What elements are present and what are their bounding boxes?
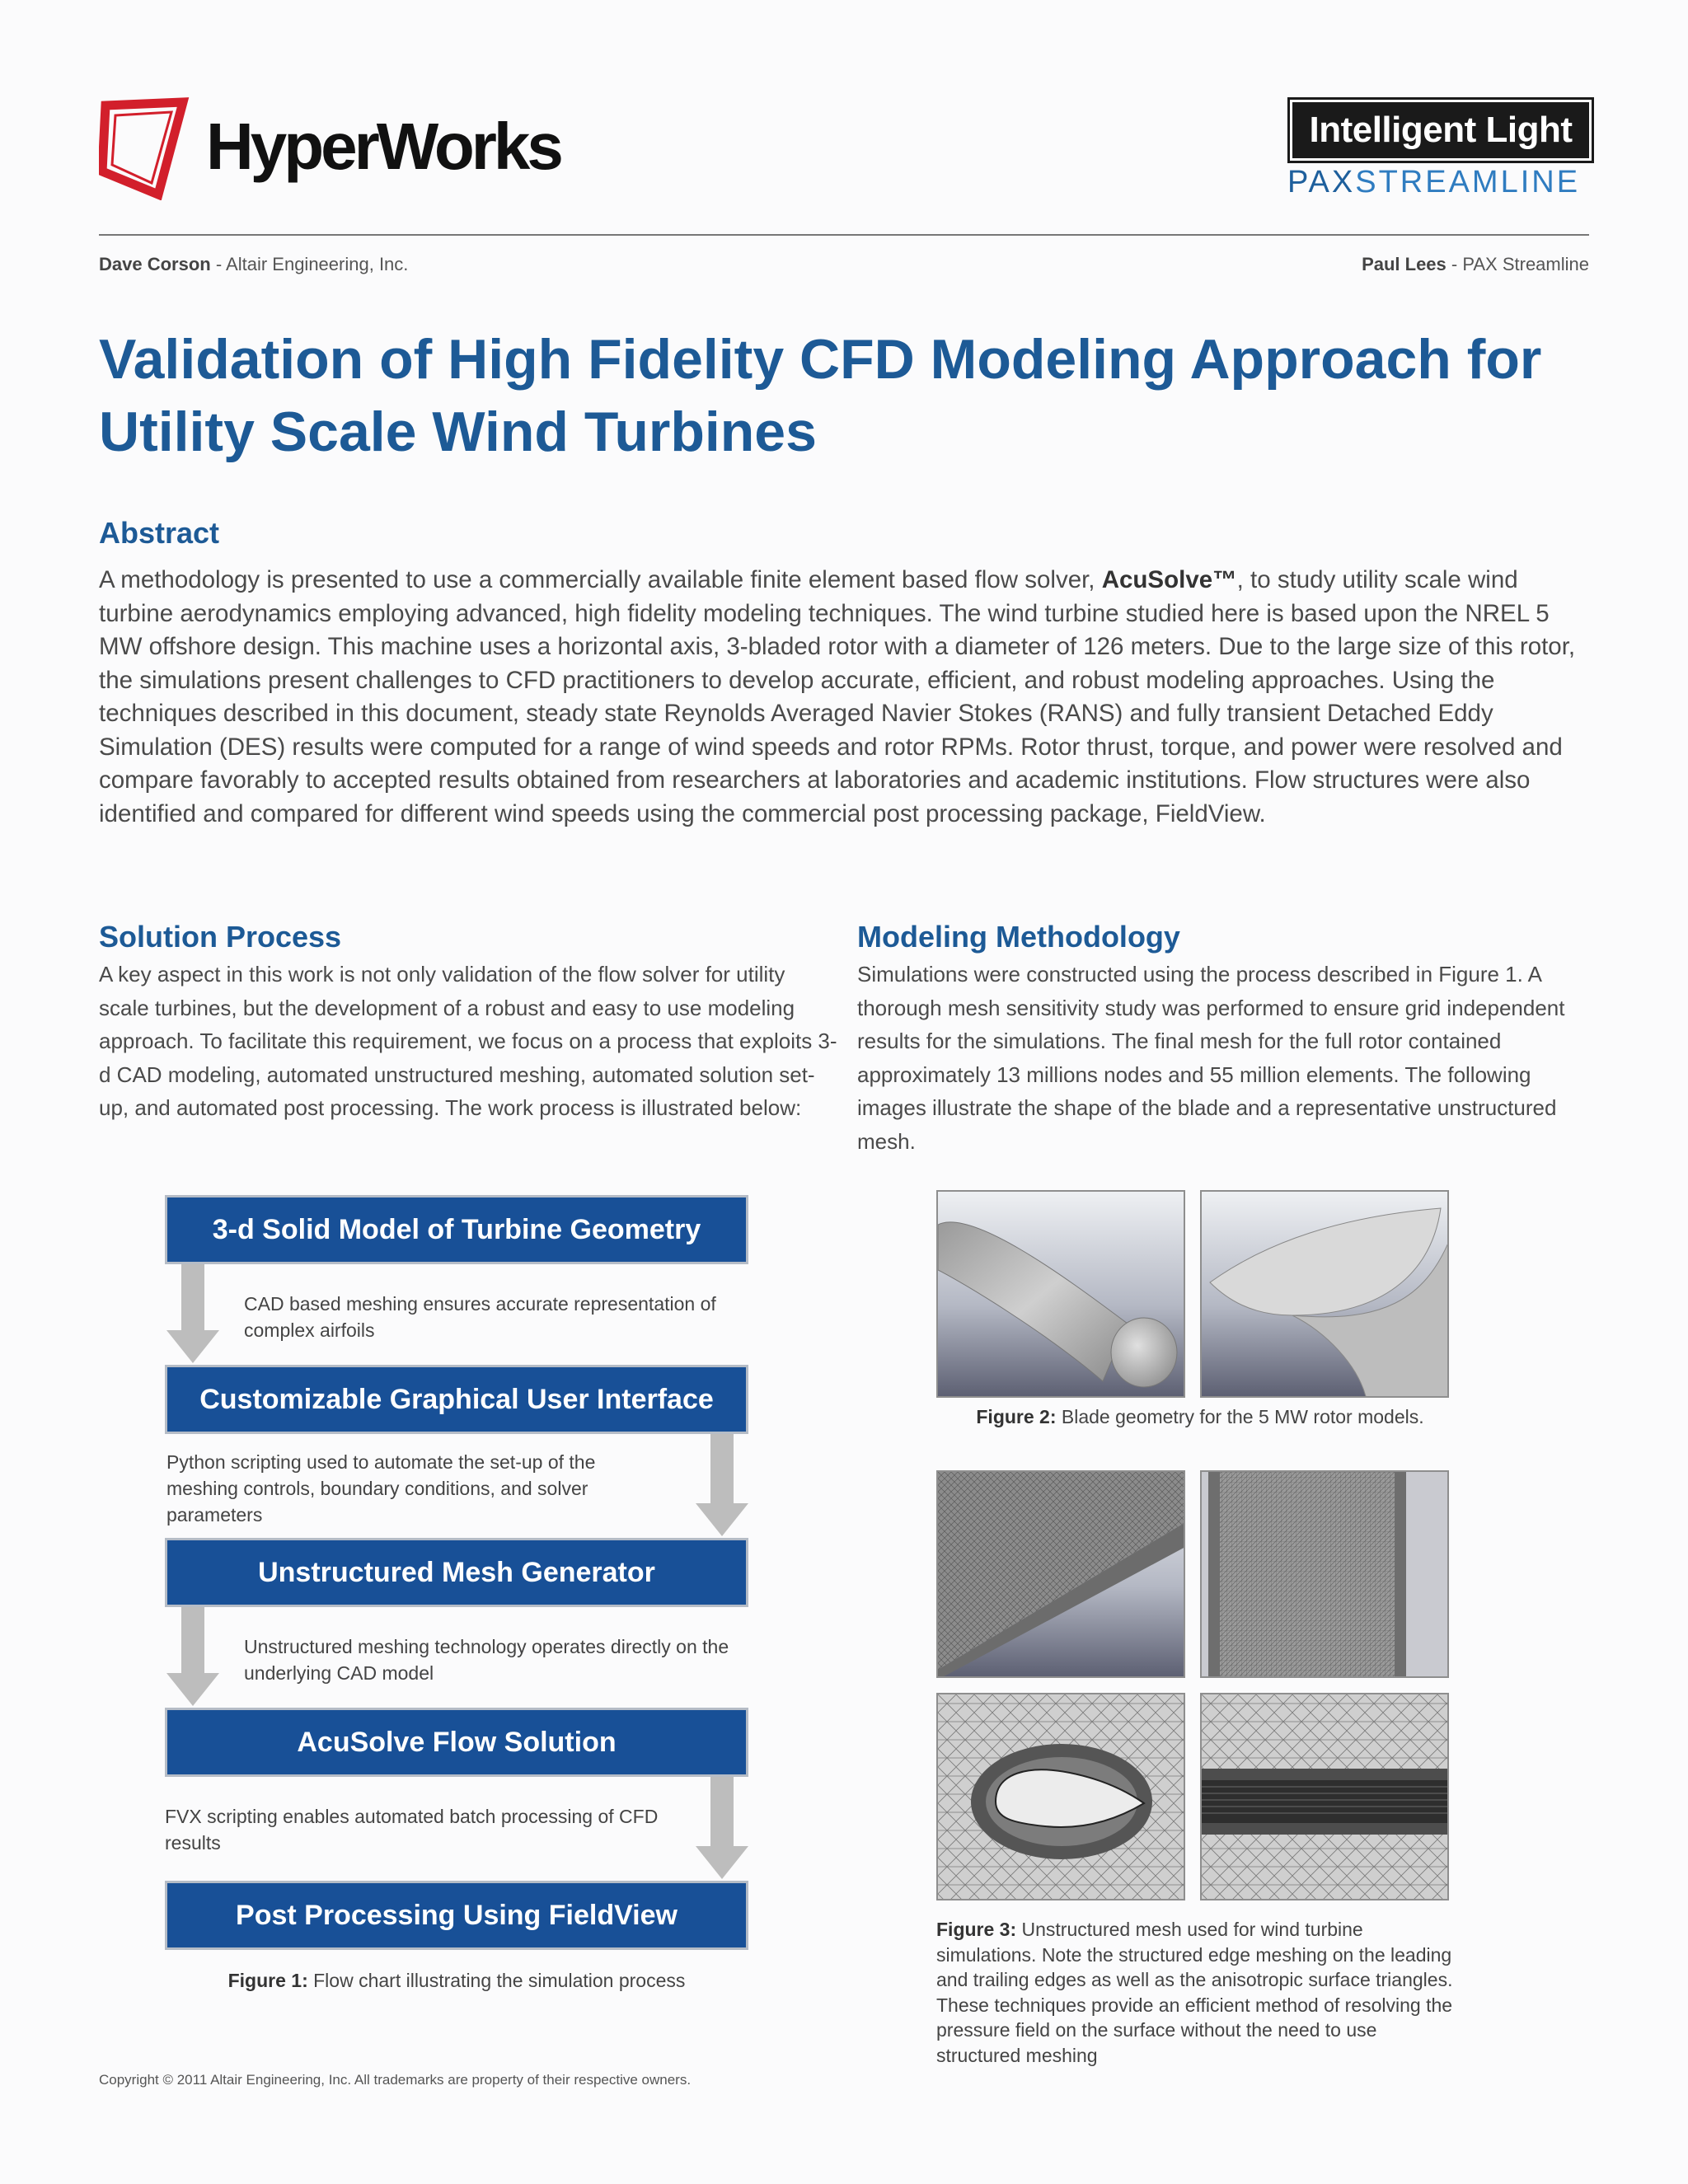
paper-title xyxy=(99,323,1599,468)
modeling-methodology-text: Simulations were constructed using the process described in Figure 1. A thorough mesh sensitivity study was performed to ensure grid independent results for the simulations. The final mesh for the full rotor contained approximately 13 millions nodes and 55 million elements. The following images illustrate the shape of the blade and a representative unstructured mesh. xyxy=(857,962,1565,1154)
solution-process-text: A key aspect in this work is not only validation of the flow solver for utility scale turbines, but the development of a robust and easy to use modeling approach. To facilitate this requirement, we focus on a process that exploits 3-d CAD modeling, automated unstructured meshing, automated solution set-up, and automated post processing. The work process is illustrated below: xyxy=(99,962,837,1120)
flow-note-unstructured: Unstructured meshing technology operates directly on the underlying CAD model xyxy=(244,1636,729,1684)
mesh-image-4 xyxy=(1200,1693,1449,1900)
figure-1-text: Flow chart illustrating the simulation process xyxy=(307,1970,686,1991)
mesh-image-1 xyxy=(936,1470,1185,1678)
pax-logo-part: PAX xyxy=(1287,165,1356,199)
flow-note-cad: CAD based meshing ensures accurate representation of complex airfoils xyxy=(244,1293,716,1341)
flow-note-fvx: FVX scripting enables automated batch processing of CFD results xyxy=(165,1806,659,1854)
flow-step-solid-model: 3-d Solid Model of Turbine Geometry xyxy=(165,1195,748,1264)
blade-geometry-image-1 xyxy=(936,1190,1185,1398)
mesh-image-3 xyxy=(936,1693,1185,1900)
author-right-affiliation: - PAX Streamline xyxy=(1446,254,1589,274)
figure-2-text: Blade geometry for the 5 MW rotor models. xyxy=(1056,1406,1424,1427)
flow-step-gui: Customizable Graphical User Interface xyxy=(165,1365,748,1434)
down-arrow-icon xyxy=(696,1434,748,1536)
intelligent-light-logo: Intelligent Light xyxy=(1287,97,1594,163)
blade-geometry-image-2 xyxy=(1200,1190,1449,1398)
solution-process-heading: Solution Process xyxy=(99,920,342,954)
abstract-text xyxy=(99,564,1599,831)
down-arrow-icon xyxy=(696,1777,748,1879)
author-right-name: Paul Lees xyxy=(1362,254,1447,274)
streamline-logo-part: STREAMLINE xyxy=(1355,165,1581,199)
figure-3-caption xyxy=(936,1917,1464,2068)
acusolve-bold: AcuSolve™ xyxy=(1101,566,1237,593)
flow-note-python: Python scripting used to automate the set-up of the meshing controls, boundary conditions, and solver parameters xyxy=(166,1451,596,1526)
abstract-heading: Abstract xyxy=(99,516,220,550)
figure-1-caption xyxy=(165,1970,748,1992)
pax-streamline-logo xyxy=(1287,165,1591,200)
mesh-image-2 xyxy=(1200,1470,1449,1678)
flow-step-fieldview: Post Processing Using FieldView xyxy=(165,1881,748,1950)
figure-2-label: Figure 2: xyxy=(976,1406,1057,1427)
figure-1-label: Figure 1: xyxy=(227,1970,308,1991)
author-right xyxy=(1362,254,1589,275)
flow-step-mesh: Unstructured Mesh Generator xyxy=(165,1538,748,1607)
figure-3-text: Unstructured mesh used for wind turbine simulations. Note the structured edge meshing on the leading and trailing edges as well as the anisotropic surface triangles. These techniques provide an efficient method of resolving the pressure field on the surface without the need to use structured meshing xyxy=(936,1919,1453,2066)
figure-3-label: Figure 3: xyxy=(936,1919,1017,1940)
header-divider xyxy=(99,234,1589,236)
author-left-affiliation: - Altair Engineering, Inc. xyxy=(210,254,409,274)
modeling-methodology-heading: Modeling Methodology xyxy=(857,920,1180,954)
flow-step-acusolve: AcuSolve Flow Solution xyxy=(165,1708,748,1777)
copyright-notice: Copyright © 2011 Altair Engineering, Inc. All trademarks are property of their respective owners. xyxy=(99,2072,692,2088)
abstract-text-b: , to study utility scale wind turbine aerodynamics employing advanced, high fidelity modeling techniques. The wind turbine studied here is based upon the NREL 5 MW offshore design. This machine uses a horizontal axis, 3-bladed rotor with a diameter of 126 meters. Due to the large size of this rotor, the simulations present challenges to CFD practitioners to develop accurate, efficient, and robust modeling approaches. Using the techniques described in this document, steady state Reynolds Averaged Navier Stokes (RANS) and fully transient Detached Eddy Simulation (DES) results were computed for a range of wind speeds and rotor RPMs. Rotor thrust, torque, and power were resolved and compare favorably to accepted results obtained from researchers at laboratories and academic institutions. Flow structures were also identified and compared for different wind speeds using the commercial post processing package, FieldView. xyxy=(99,566,1576,827)
author-left-name: Dave Corson xyxy=(99,254,211,274)
title-line-2: Utility Scale Wind Turbines xyxy=(99,401,817,463)
author-left xyxy=(99,254,408,275)
hyperworks-logo-text: HyperWorks xyxy=(206,110,560,183)
down-arrow-icon xyxy=(166,1264,219,1363)
hyperworks-logo-mark xyxy=(99,97,190,200)
abstract-text-a: A methodology is presented to use a commercially available finite element based flow solver, xyxy=(99,566,1102,593)
down-arrow-icon xyxy=(166,1607,219,1706)
figure-2-caption xyxy=(936,1406,1464,1428)
title-line-1: Validation of High Fidelity CFD Modeling Approach for xyxy=(99,328,1542,391)
